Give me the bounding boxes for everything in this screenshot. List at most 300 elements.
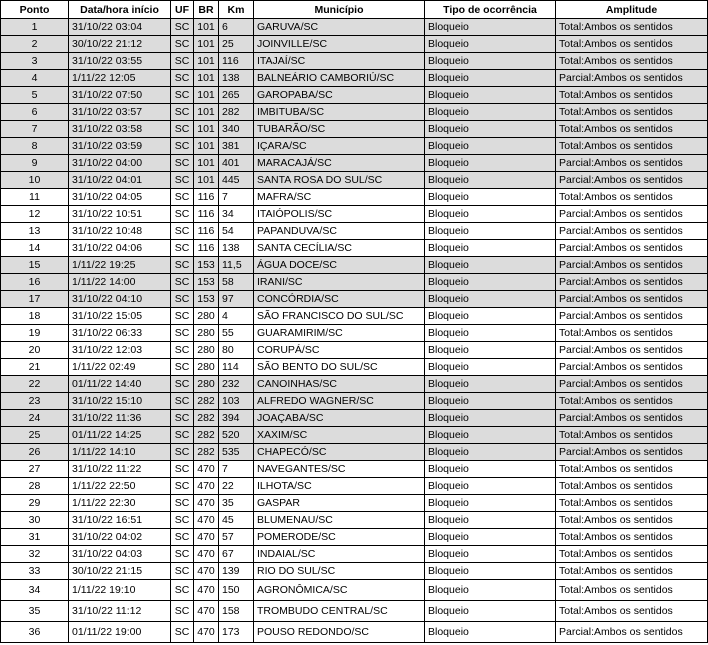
cell-municipio: TROMBUDO CENTRAL/SC bbox=[254, 601, 425, 622]
cell-km: 6 bbox=[219, 19, 254, 36]
cell-municipio: AGRONÔMICA/SC bbox=[254, 580, 425, 601]
cell-ponto: 6 bbox=[1, 104, 69, 121]
table-row bbox=[1, 546, 708, 563]
cell-uf: SC bbox=[171, 410, 194, 427]
header-km: Km bbox=[219, 1, 254, 19]
cell-km: 58 bbox=[219, 274, 254, 291]
cell-amplitude: Parcial:Ambos os sentidos bbox=[556, 359, 708, 376]
cell-br: 282 bbox=[194, 444, 219, 461]
cell-br: 470 bbox=[194, 546, 219, 563]
table-row bbox=[1, 274, 708, 291]
cell-tipo: Bloqueio bbox=[425, 546, 556, 563]
cell-uf: SC bbox=[171, 342, 194, 359]
table-row bbox=[1, 478, 708, 495]
cell-ponto: 34 bbox=[1, 580, 69, 601]
cell-amplitude: Total:Ambos os sentidos bbox=[556, 53, 708, 70]
cell-data-hora: 31/10/22 11:22 bbox=[69, 461, 171, 478]
cell-tipo: Bloqueio bbox=[425, 529, 556, 546]
table-row bbox=[1, 36, 708, 53]
cell-br: 280 bbox=[194, 342, 219, 359]
cell-ponto: 28 bbox=[1, 478, 69, 495]
cell-amplitude: Total:Ambos os sentidos bbox=[556, 36, 708, 53]
cell-km: 150 bbox=[219, 580, 254, 601]
cell-km: 340 bbox=[219, 121, 254, 138]
table-row bbox=[1, 601, 708, 622]
cell-tipo: Bloqueio bbox=[425, 121, 556, 138]
table-row bbox=[1, 580, 708, 601]
cell-municipio: ITAJAÍ/SC bbox=[254, 53, 425, 70]
cell-amplitude: Parcial:Ambos os sentidos bbox=[556, 274, 708, 291]
cell-amplitude: Parcial:Ambos os sentidos bbox=[556, 70, 708, 87]
cell-km: 381 bbox=[219, 138, 254, 155]
cell-br: 470 bbox=[194, 512, 219, 529]
cell-municipio: IRANI/SC bbox=[254, 274, 425, 291]
cell-tipo: Bloqueio bbox=[425, 359, 556, 376]
table-row bbox=[1, 104, 708, 121]
cell-data-hora: 31/10/22 15:05 bbox=[69, 308, 171, 325]
cell-tipo: Bloqueio bbox=[425, 376, 556, 393]
cell-km: 97 bbox=[219, 291, 254, 308]
cell-ponto: 26 bbox=[1, 444, 69, 461]
cell-data-hora: 1/11/22 14:00 bbox=[69, 274, 171, 291]
cell-km: 138 bbox=[219, 70, 254, 87]
table-row bbox=[1, 444, 708, 461]
header-uf: UF bbox=[171, 1, 194, 19]
cell-municipio: PAPANDUVA/SC bbox=[254, 223, 425, 240]
cell-municipio: GAROPABA/SC bbox=[254, 87, 425, 104]
cell-municipio: JOINVILLE/SC bbox=[254, 36, 425, 53]
cell-ponto: 12 bbox=[1, 206, 69, 223]
cell-br: 101 bbox=[194, 172, 219, 189]
cell-uf: SC bbox=[171, 70, 194, 87]
cell-br: 101 bbox=[194, 138, 219, 155]
cell-municipio: BLUMENAU/SC bbox=[254, 512, 425, 529]
cell-tipo: Bloqueio bbox=[425, 53, 556, 70]
table-row bbox=[1, 155, 708, 172]
cell-km: 401 bbox=[219, 155, 254, 172]
cell-data-hora: 30/10/22 21:12 bbox=[69, 36, 171, 53]
cell-br: 116 bbox=[194, 223, 219, 240]
table-row bbox=[1, 427, 708, 444]
cell-ponto: 20 bbox=[1, 342, 69, 359]
cell-municipio: NAVEGANTES/SC bbox=[254, 461, 425, 478]
table-row bbox=[1, 308, 708, 325]
cell-data-hora: 31/10/22 12:03 bbox=[69, 342, 171, 359]
cell-tipo: Bloqueio bbox=[425, 308, 556, 325]
cell-tipo: Bloqueio bbox=[425, 257, 556, 274]
cell-tipo: Bloqueio bbox=[425, 223, 556, 240]
cell-ponto: 16 bbox=[1, 274, 69, 291]
cell-data-hora: 1/11/22 14:10 bbox=[69, 444, 171, 461]
cell-amplitude: Total:Ambos os sentidos bbox=[556, 512, 708, 529]
table-row bbox=[1, 87, 708, 104]
cell-ponto: 10 bbox=[1, 172, 69, 189]
cell-tipo: Bloqueio bbox=[425, 478, 556, 495]
cell-amplitude: Total:Ambos os sentidos bbox=[556, 19, 708, 36]
cell-ponto: 18 bbox=[1, 308, 69, 325]
cell-amplitude: Parcial:Ambos os sentidos bbox=[556, 257, 708, 274]
header-row bbox=[1, 1, 708, 19]
cell-data-hora: 31/10/22 04:02 bbox=[69, 529, 171, 546]
cell-municipio: RIO DO SUL/SC bbox=[254, 563, 425, 580]
cell-km: 34 bbox=[219, 206, 254, 223]
cell-municipio: CORUPÁ/SC bbox=[254, 342, 425, 359]
cell-ponto: 24 bbox=[1, 410, 69, 427]
cell-municipio: GARUVA/SC bbox=[254, 19, 425, 36]
cell-amplitude: Parcial:Ambos os sentidos bbox=[556, 410, 708, 427]
cell-ponto: 32 bbox=[1, 546, 69, 563]
cell-ponto: 9 bbox=[1, 155, 69, 172]
cell-ponto: 29 bbox=[1, 495, 69, 512]
cell-data-hora: 1/11/22 22:30 bbox=[69, 495, 171, 512]
table-row bbox=[1, 359, 708, 376]
cell-km: 116 bbox=[219, 53, 254, 70]
cell-br: 470 bbox=[194, 563, 219, 580]
cell-amplitude: Parcial:Ambos os sentidos bbox=[556, 240, 708, 257]
cell-br: 470 bbox=[194, 580, 219, 601]
table-row bbox=[1, 70, 708, 87]
cell-uf: SC bbox=[171, 444, 194, 461]
table-row bbox=[1, 563, 708, 580]
cell-br: 101 bbox=[194, 87, 219, 104]
cell-tipo: Bloqueio bbox=[425, 19, 556, 36]
cell-data-hora: 31/10/22 03:04 bbox=[69, 19, 171, 36]
cell-amplitude: Total:Ambos os sentidos bbox=[556, 393, 708, 410]
cell-data-hora: 31/10/22 03:59 bbox=[69, 138, 171, 155]
cell-uf: SC bbox=[171, 622, 194, 643]
cell-km: 7 bbox=[219, 189, 254, 206]
cell-ponto: 11 bbox=[1, 189, 69, 206]
cell-data-hora: 31/10/22 04:03 bbox=[69, 546, 171, 563]
cell-br: 280 bbox=[194, 359, 219, 376]
cell-br: 282 bbox=[194, 427, 219, 444]
cell-tipo: Bloqueio bbox=[425, 393, 556, 410]
cell-tipo: Bloqueio bbox=[425, 444, 556, 461]
cell-tipo: Bloqueio bbox=[425, 36, 556, 53]
cell-km: 138 bbox=[219, 240, 254, 257]
cell-br: 101 bbox=[194, 36, 219, 53]
cell-uf: SC bbox=[171, 257, 194, 274]
cell-ponto: 5 bbox=[1, 87, 69, 104]
table-row bbox=[1, 342, 708, 359]
table-row bbox=[1, 325, 708, 342]
cell-amplitude: Total:Ambos os sentidos bbox=[556, 189, 708, 206]
cell-tipo: Bloqueio bbox=[425, 274, 556, 291]
cell-km: 7 bbox=[219, 461, 254, 478]
cell-uf: SC bbox=[171, 529, 194, 546]
cell-municipio: CONCÓRDIA/SC bbox=[254, 291, 425, 308]
cell-br: 116 bbox=[194, 240, 219, 257]
cell-data-hora: 31/10/22 03:57 bbox=[69, 104, 171, 121]
cell-uf: SC bbox=[171, 240, 194, 257]
cell-br: 101 bbox=[194, 53, 219, 70]
cell-data-hora: 1/11/22 22:50 bbox=[69, 478, 171, 495]
cell-amplitude: Total:Ambos os sentidos bbox=[556, 427, 708, 444]
cell-data-hora: 01/11/22 14:25 bbox=[69, 427, 171, 444]
cell-ponto: 33 bbox=[1, 563, 69, 580]
cell-br: 280 bbox=[194, 376, 219, 393]
cell-ponto: 35 bbox=[1, 601, 69, 622]
cell-uf: SC bbox=[171, 495, 194, 512]
cell-municipio: ÁGUA DOCE/SC bbox=[254, 257, 425, 274]
cell-ponto: 2 bbox=[1, 36, 69, 53]
cell-km: 35 bbox=[219, 495, 254, 512]
cell-uf: SC bbox=[171, 376, 194, 393]
cell-tipo: Bloqueio bbox=[425, 70, 556, 87]
cell-data-hora: 1/11/22 02:49 bbox=[69, 359, 171, 376]
cell-amplitude: Total:Ambos os sentidos bbox=[556, 529, 708, 546]
cell-ponto: 31 bbox=[1, 529, 69, 546]
cell-br: 153 bbox=[194, 291, 219, 308]
cell-municipio: GUARAMIRIM/SC bbox=[254, 325, 425, 342]
cell-amplitude: Parcial:Ambos os sentidos bbox=[556, 308, 708, 325]
table-row bbox=[1, 206, 708, 223]
cell-km: 282 bbox=[219, 104, 254, 121]
cell-br: 101 bbox=[194, 19, 219, 36]
table-row bbox=[1, 138, 708, 155]
cell-tipo: Bloqueio bbox=[425, 495, 556, 512]
header-br: BR bbox=[194, 1, 219, 19]
cell-tipo: Bloqueio bbox=[425, 138, 556, 155]
cell-km: 67 bbox=[219, 546, 254, 563]
cell-uf: SC bbox=[171, 563, 194, 580]
cell-data-hora: 1/11/22 19:25 bbox=[69, 257, 171, 274]
cell-ponto: 21 bbox=[1, 359, 69, 376]
cell-br: 282 bbox=[194, 410, 219, 427]
cell-municipio: XAXIM/SC bbox=[254, 427, 425, 444]
cell-km: 265 bbox=[219, 87, 254, 104]
cell-br: 101 bbox=[194, 155, 219, 172]
cell-ponto: 4 bbox=[1, 70, 69, 87]
cell-uf: SC bbox=[171, 138, 194, 155]
cell-data-hora: 30/10/22 21:15 bbox=[69, 563, 171, 580]
cell-uf: SC bbox=[171, 274, 194, 291]
cell-municipio: ITAIÓPOLIS/SC bbox=[254, 206, 425, 223]
cell-tipo: Bloqueio bbox=[425, 580, 556, 601]
cell-amplitude: Total:Ambos os sentidos bbox=[556, 495, 708, 512]
cell-data-hora: 31/10/22 15:10 bbox=[69, 393, 171, 410]
cell-tipo: Bloqueio bbox=[425, 342, 556, 359]
cell-ponto: 25 bbox=[1, 427, 69, 444]
cell-municipio: INDAIAL/SC bbox=[254, 546, 425, 563]
cell-amplitude: Total:Ambos os sentidos bbox=[556, 325, 708, 342]
cell-km: 139 bbox=[219, 563, 254, 580]
table-row bbox=[1, 240, 708, 257]
cell-municipio: IMBITUBA/SC bbox=[254, 104, 425, 121]
cell-uf: SC bbox=[171, 36, 194, 53]
cell-km: 25 bbox=[219, 36, 254, 53]
cell-km: 173 bbox=[219, 622, 254, 643]
cell-tipo: Bloqueio bbox=[425, 461, 556, 478]
cell-br: 101 bbox=[194, 121, 219, 138]
cell-data-hora: 31/10/22 11:12 bbox=[69, 601, 171, 622]
cell-data-hora: 31/10/22 16:51 bbox=[69, 512, 171, 529]
table-row bbox=[1, 53, 708, 70]
cell-ponto: 15 bbox=[1, 257, 69, 274]
table-row bbox=[1, 257, 708, 274]
cell-ponto: 3 bbox=[1, 53, 69, 70]
cell-km: 232 bbox=[219, 376, 254, 393]
cell-km: 11,5 bbox=[219, 257, 254, 274]
cell-municipio: JOAÇABA/SC bbox=[254, 410, 425, 427]
cell-tipo: Bloqueio bbox=[425, 410, 556, 427]
cell-amplitude: Parcial:Ambos os sentidos bbox=[556, 223, 708, 240]
cell-km: 80 bbox=[219, 342, 254, 359]
cell-uf: SC bbox=[171, 325, 194, 342]
cell-municipio: CANOINHAS/SC bbox=[254, 376, 425, 393]
cell-uf: SC bbox=[171, 155, 194, 172]
cell-amplitude: Parcial:Ambos os sentidos bbox=[556, 155, 708, 172]
cell-uf: SC bbox=[171, 580, 194, 601]
cell-uf: SC bbox=[171, 172, 194, 189]
cell-data-hora: 31/10/22 03:58 bbox=[69, 121, 171, 138]
cell-uf: SC bbox=[171, 19, 194, 36]
cell-km: 535 bbox=[219, 444, 254, 461]
cell-uf: SC bbox=[171, 104, 194, 121]
cell-data-hora: 1/11/22 12:05 bbox=[69, 70, 171, 87]
cell-data-hora: 31/10/22 07:50 bbox=[69, 87, 171, 104]
cell-amplitude: Total:Ambos os sentidos bbox=[556, 461, 708, 478]
cell-tipo: Bloqueio bbox=[425, 291, 556, 308]
header-ponto: Ponto bbox=[1, 1, 69, 19]
cell-ponto: 1 bbox=[1, 19, 69, 36]
cell-br: 280 bbox=[194, 325, 219, 342]
cell-data-hora: 31/10/22 04:06 bbox=[69, 240, 171, 257]
cell-municipio: MAFRA/SC bbox=[254, 189, 425, 206]
cell-ponto: 27 bbox=[1, 461, 69, 478]
cell-amplitude: Parcial:Ambos os sentidos bbox=[556, 342, 708, 359]
cell-br: 116 bbox=[194, 189, 219, 206]
header-tipo: Tipo de ocorrência bbox=[425, 1, 556, 19]
table-row bbox=[1, 410, 708, 427]
cell-uf: SC bbox=[171, 189, 194, 206]
cell-amplitude: Total:Ambos os sentidos bbox=[556, 563, 708, 580]
cell-amplitude: Parcial:Ambos os sentidos bbox=[556, 172, 708, 189]
cell-ponto: 17 bbox=[1, 291, 69, 308]
cell-data-hora: 31/10/22 04:00 bbox=[69, 155, 171, 172]
cell-tipo: Bloqueio bbox=[425, 622, 556, 643]
cell-ponto: 14 bbox=[1, 240, 69, 257]
cell-tipo: Bloqueio bbox=[425, 563, 556, 580]
cell-uf: SC bbox=[171, 121, 194, 138]
cell-br: 470 bbox=[194, 529, 219, 546]
cell-uf: SC bbox=[171, 206, 194, 223]
cell-data-hora: 31/10/22 04:01 bbox=[69, 172, 171, 189]
cell-uf: SC bbox=[171, 546, 194, 563]
cell-km: 520 bbox=[219, 427, 254, 444]
cell-br: 153 bbox=[194, 274, 219, 291]
cell-uf: SC bbox=[171, 308, 194, 325]
cell-uf: SC bbox=[171, 512, 194, 529]
cell-uf: SC bbox=[171, 87, 194, 104]
cell-br: 470 bbox=[194, 461, 219, 478]
cell-tipo: Bloqueio bbox=[425, 601, 556, 622]
cell-municipio: CHAPECÓ/SC bbox=[254, 444, 425, 461]
table-row bbox=[1, 189, 708, 206]
cell-km: 394 bbox=[219, 410, 254, 427]
table-row bbox=[1, 529, 708, 546]
cell-br: 282 bbox=[194, 393, 219, 410]
table-row bbox=[1, 512, 708, 529]
cell-amplitude: Total:Ambos os sentidos bbox=[556, 478, 708, 495]
cell-km: 22 bbox=[219, 478, 254, 495]
cell-br: 470 bbox=[194, 478, 219, 495]
cell-municipio: SANTA CECÍLIA/SC bbox=[254, 240, 425, 257]
cell-uf: SC bbox=[171, 393, 194, 410]
cell-amplitude: Parcial:Ambos os sentidos bbox=[556, 291, 708, 308]
cell-municipio: GASPAR bbox=[254, 495, 425, 512]
header-data-hora: Data/hora início bbox=[69, 1, 171, 19]
cell-amplitude: Total:Ambos os sentidos bbox=[556, 601, 708, 622]
table-row bbox=[1, 223, 708, 240]
cell-amplitude: Parcial:Ambos os sentidos bbox=[556, 444, 708, 461]
cell-data-hora: 31/10/22 11:36 bbox=[69, 410, 171, 427]
cell-uf: SC bbox=[171, 601, 194, 622]
cell-uf: SC bbox=[171, 478, 194, 495]
cell-br: 101 bbox=[194, 104, 219, 121]
cell-municipio: SANTA ROSA DO SUL/SC bbox=[254, 172, 425, 189]
cell-ponto: 23 bbox=[1, 393, 69, 410]
cell-br: 280 bbox=[194, 308, 219, 325]
cell-data-hora: 31/10/22 04:05 bbox=[69, 189, 171, 206]
cell-uf: SC bbox=[171, 223, 194, 240]
cell-amplitude: Total:Ambos os sentidos bbox=[556, 138, 708, 155]
cell-amplitude: Total:Ambos os sentidos bbox=[556, 104, 708, 121]
cell-km: 4 bbox=[219, 308, 254, 325]
cell-km: 445 bbox=[219, 172, 254, 189]
cell-municipio: TUBARÃO/SC bbox=[254, 121, 425, 138]
cell-tipo: Bloqueio bbox=[425, 87, 556, 104]
cell-ponto: 19 bbox=[1, 325, 69, 342]
cell-tipo: Bloqueio bbox=[425, 104, 556, 121]
cell-br: 470 bbox=[194, 601, 219, 622]
cell-ponto: 36 bbox=[1, 622, 69, 643]
cell-municipio: SÃO FRANCISCO DO SUL/SC bbox=[254, 308, 425, 325]
cell-km: 103 bbox=[219, 393, 254, 410]
cell-tipo: Bloqueio bbox=[425, 325, 556, 342]
cell-ponto: 13 bbox=[1, 223, 69, 240]
cell-data-hora: 01/11/22 19:00 bbox=[69, 622, 171, 643]
cell-uf: SC bbox=[171, 291, 194, 308]
cell-amplitude: Parcial:Ambos os sentidos bbox=[556, 622, 708, 643]
cell-tipo: Bloqueio bbox=[425, 206, 556, 223]
cell-tipo: Bloqueio bbox=[425, 189, 556, 206]
cell-br: 116 bbox=[194, 206, 219, 223]
cell-br: 153 bbox=[194, 257, 219, 274]
cell-amplitude: Parcial:Ambos os sentidos bbox=[556, 376, 708, 393]
cell-ponto: 7 bbox=[1, 121, 69, 138]
cell-tipo: Bloqueio bbox=[425, 240, 556, 257]
cell-amplitude: Total:Ambos os sentidos bbox=[556, 121, 708, 138]
cell-municipio: BALNEÁRIO CAMBORIÚ/SC bbox=[254, 70, 425, 87]
cell-uf: SC bbox=[171, 461, 194, 478]
cell-data-hora: 31/10/22 06:33 bbox=[69, 325, 171, 342]
cell-municipio: IÇARA/SC bbox=[254, 138, 425, 155]
cell-data-hora: 01/11/22 14:40 bbox=[69, 376, 171, 393]
cell-ponto: 30 bbox=[1, 512, 69, 529]
cell-tipo: Bloqueio bbox=[425, 512, 556, 529]
cell-municipio: MARACAJÁ/SC bbox=[254, 155, 425, 172]
cell-km: 114 bbox=[219, 359, 254, 376]
cell-amplitude: Total:Ambos os sentidos bbox=[556, 546, 708, 563]
table-row bbox=[1, 495, 708, 512]
cell-km: 57 bbox=[219, 529, 254, 546]
cell-data-hora: 31/10/22 10:48 bbox=[69, 223, 171, 240]
cell-uf: SC bbox=[171, 53, 194, 70]
cell-km: 158 bbox=[219, 601, 254, 622]
cell-km: 45 bbox=[219, 512, 254, 529]
cell-amplitude: Parcial:Ambos os sentidos bbox=[556, 206, 708, 223]
